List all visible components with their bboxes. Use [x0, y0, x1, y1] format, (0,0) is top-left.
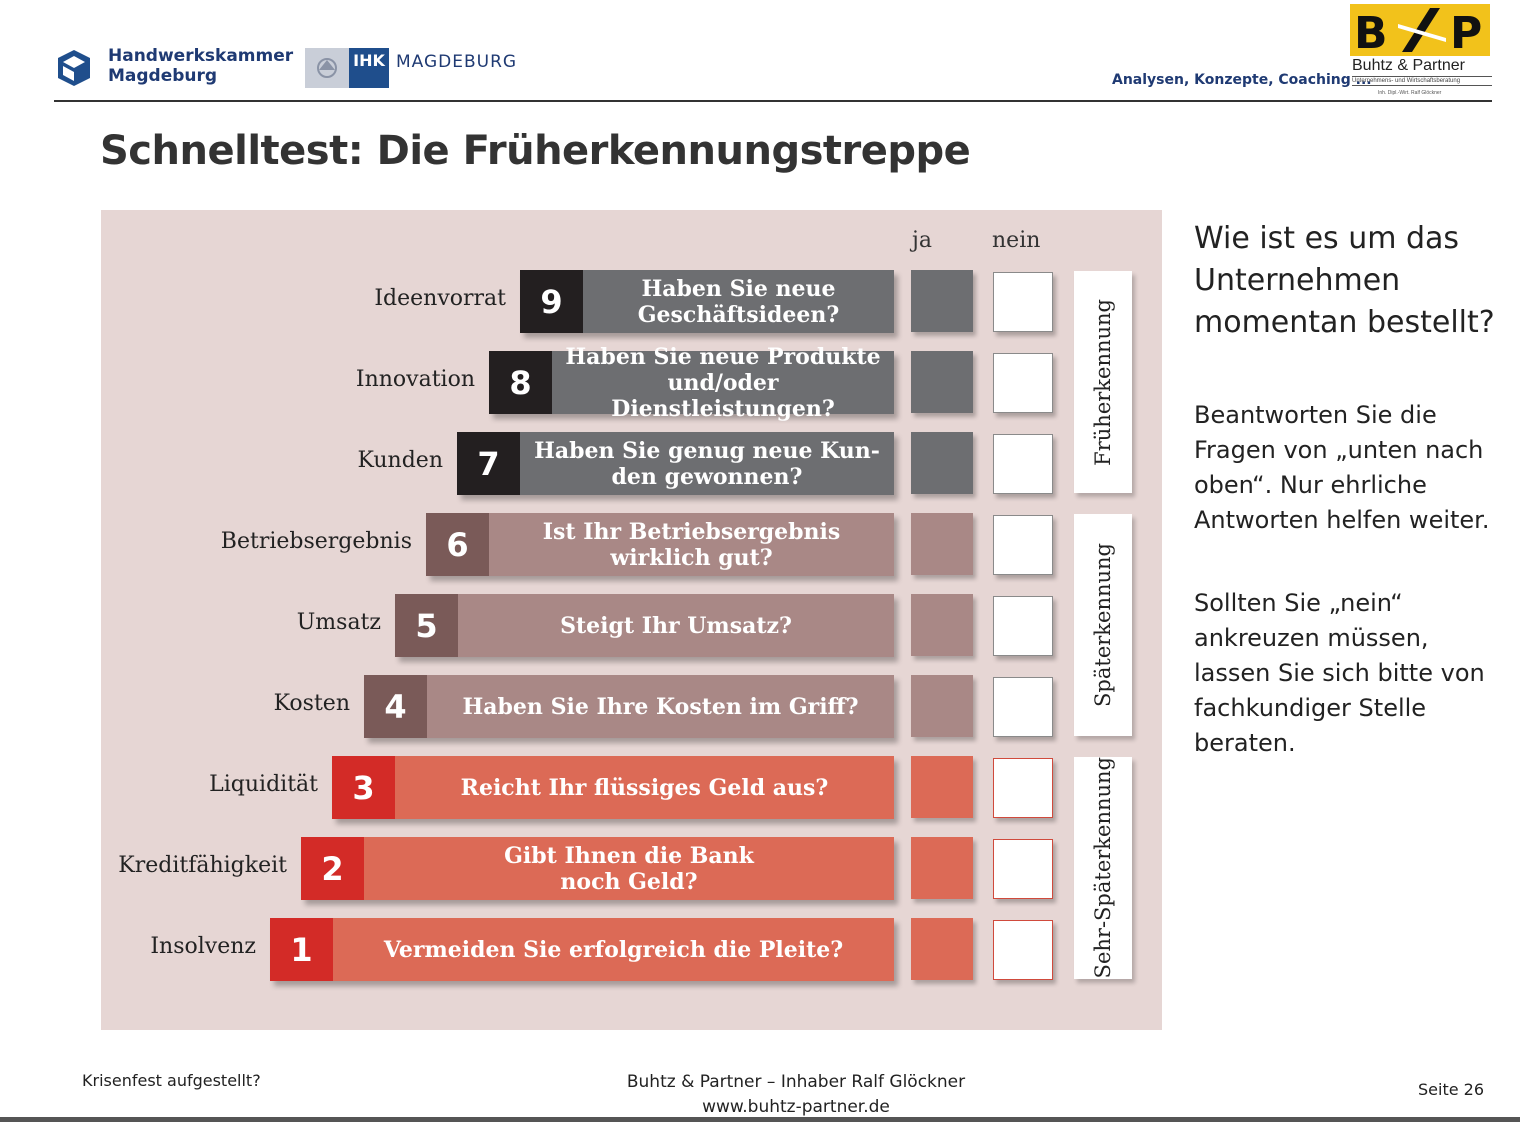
nein-checkbox[interactable] — [993, 920, 1053, 980]
footer-website: www.buhtz-partner.de — [702, 1097, 890, 1117]
hwk-name-line1: Handwerkskammer — [108, 46, 294, 66]
buhtz-partner-owner: Inh. Dipl.-Wirt. Ralf Glöckner — [1378, 90, 1442, 96]
ja-checkbox[interactable] — [911, 756, 973, 818]
footer-left: Krisenfest aufgestellt? — [82, 1071, 261, 1090]
step-question: Haben Sie neue Geschäftsideen? — [583, 270, 894, 333]
step-question: Gibt Ihnen die Bank noch Geld? — [364, 837, 894, 900]
ja-checkbox[interactable] — [911, 837, 973, 899]
stair-step — [332, 756, 894, 819]
side-paragraph-2: Sollten Sie „nein“ ankreuzen müssen, lassen Sie sich bitte von fachkundiger Stelle beraten. — [1194, 589, 1485, 757]
ja-checkbox[interactable] — [911, 675, 973, 737]
step-question: Haben Sie genug neue Kun- den gewonnen? — [520, 432, 894, 495]
tagline: Analysen, Konzepte, Coaching ... — [1112, 72, 1372, 88]
step-number: 3 — [332, 756, 395, 819]
page-title: Schnelltest: Die Früherkennungstreppe — [100, 128, 971, 174]
category-label: Späterkennung — [1091, 543, 1115, 707]
ja-checkbox[interactable] — [911, 918, 973, 980]
step-question: Reicht Ihr flüssiges Geld aus? — [395, 756, 894, 819]
svg-text:P: P — [1450, 8, 1483, 56]
stair-step — [457, 432, 894, 495]
row-label: Kunden — [357, 448, 443, 473]
footer-bar — [0, 1117, 1520, 1122]
column-header-ja: ja — [912, 228, 932, 253]
svg-text:B: B — [1354, 8, 1388, 56]
step-number: 4 — [364, 675, 427, 738]
row-label: Liquidität — [209, 772, 318, 797]
nein-checkbox[interactable] — [993, 839, 1053, 899]
step-number: 6 — [426, 513, 489, 576]
ihk-box: IHK — [349, 48, 389, 88]
step-number: 9 — [520, 270, 583, 333]
row-label: Kosten — [273, 691, 350, 716]
hwk-logo-icon — [54, 48, 94, 88]
step-question: Vermeiden Sie erfolgreich die Pleite? — [333, 918, 894, 981]
ja-checkbox[interactable] — [911, 432, 973, 494]
step-question: Steigt Ihr Umsatz? — [458, 594, 894, 657]
nein-checkbox[interactable] — [993, 515, 1053, 575]
row-label: Betriebsergebnis — [220, 529, 412, 554]
hwk-name-line2: Magdeburg — [108, 66, 218, 86]
step-number: 2 — [301, 837, 364, 900]
stair-step — [520, 270, 894, 333]
header-divider — [54, 100, 1492, 102]
ja-checkbox[interactable] — [911, 270, 973, 332]
row-label: Insolvenz — [150, 934, 256, 959]
step-question: Ist Ihr Betriebsergebnis wirklich gut? — [489, 513, 894, 576]
column-header-nein: nein — [992, 228, 1041, 253]
nein-checkbox[interactable] — [993, 353, 1053, 413]
buhtz-partner-subtitle: Unternehmens- und Wirtschaftsberatung — [1352, 76, 1492, 86]
nein-checkbox[interactable] — [993, 272, 1053, 332]
ja-checkbox[interactable] — [911, 513, 973, 575]
row-label: Umsatz — [296, 610, 381, 635]
row-label: Ideenvorrat — [374, 286, 506, 311]
ja-checkbox[interactable] — [911, 351, 973, 413]
ihk-emblem-icon — [305, 48, 349, 88]
step-number: 1 — [270, 918, 333, 981]
hwk-name — [108, 46, 293, 86]
category-label: Früherkennung — [1091, 298, 1115, 466]
nein-checkbox[interactable] — [993, 596, 1053, 656]
footer-center — [560, 1070, 1032, 1120]
category-label: Sehr-Späterkennung — [1091, 757, 1115, 979]
row-label: Kreditfähigkeit — [118, 853, 287, 878]
buhtz-partner-name: Buhtz & Partner — [1352, 57, 1465, 74]
stair-step — [426, 513, 894, 576]
row-label: Innovation — [355, 367, 475, 392]
buhtz-partner-logo-icon — [1350, 4, 1490, 56]
category-spaeterkennung — [1074, 514, 1132, 736]
stair-step — [489, 343, 894, 422]
side-paragraph-1: Beantworten Sie die Fragen von „unten nach oben“. Nur ehrliche Antworten helfen weiter. — [1194, 401, 1490, 534]
footer-owner: Buhtz & Partner – Inhaber Ralf Glöckner — [626, 1072, 966, 1092]
stair-step — [301, 837, 894, 900]
category-sehr-spaeterkennung — [1074, 757, 1132, 979]
ja-checkbox[interactable] — [911, 594, 973, 656]
stair-step — [270, 918, 894, 981]
step-number: 8 — [489, 351, 552, 414]
step-number: 7 — [457, 432, 520, 495]
nein-checkbox[interactable] — [993, 434, 1053, 494]
stair-step — [395, 594, 894, 657]
side-question: Wie ist es um das Unternehmen momentan bestellt? — [1194, 221, 1495, 340]
step-question: Haben Sie neue Produkte und/oder Dienstleistungen? — [552, 351, 894, 414]
stair-step — [364, 675, 894, 738]
nein-checkbox[interactable] — [993, 758, 1053, 818]
step-question: Haben Sie Ihre Kosten im Griff? — [427, 675, 894, 738]
step-number: 5 — [395, 594, 458, 657]
nein-checkbox[interactable] — [993, 677, 1053, 737]
ihk-name: MAGDEBURG — [396, 52, 518, 72]
category-frueherkennung — [1074, 271, 1132, 493]
page-number: Seite 26 — [1418, 1080, 1485, 1099]
